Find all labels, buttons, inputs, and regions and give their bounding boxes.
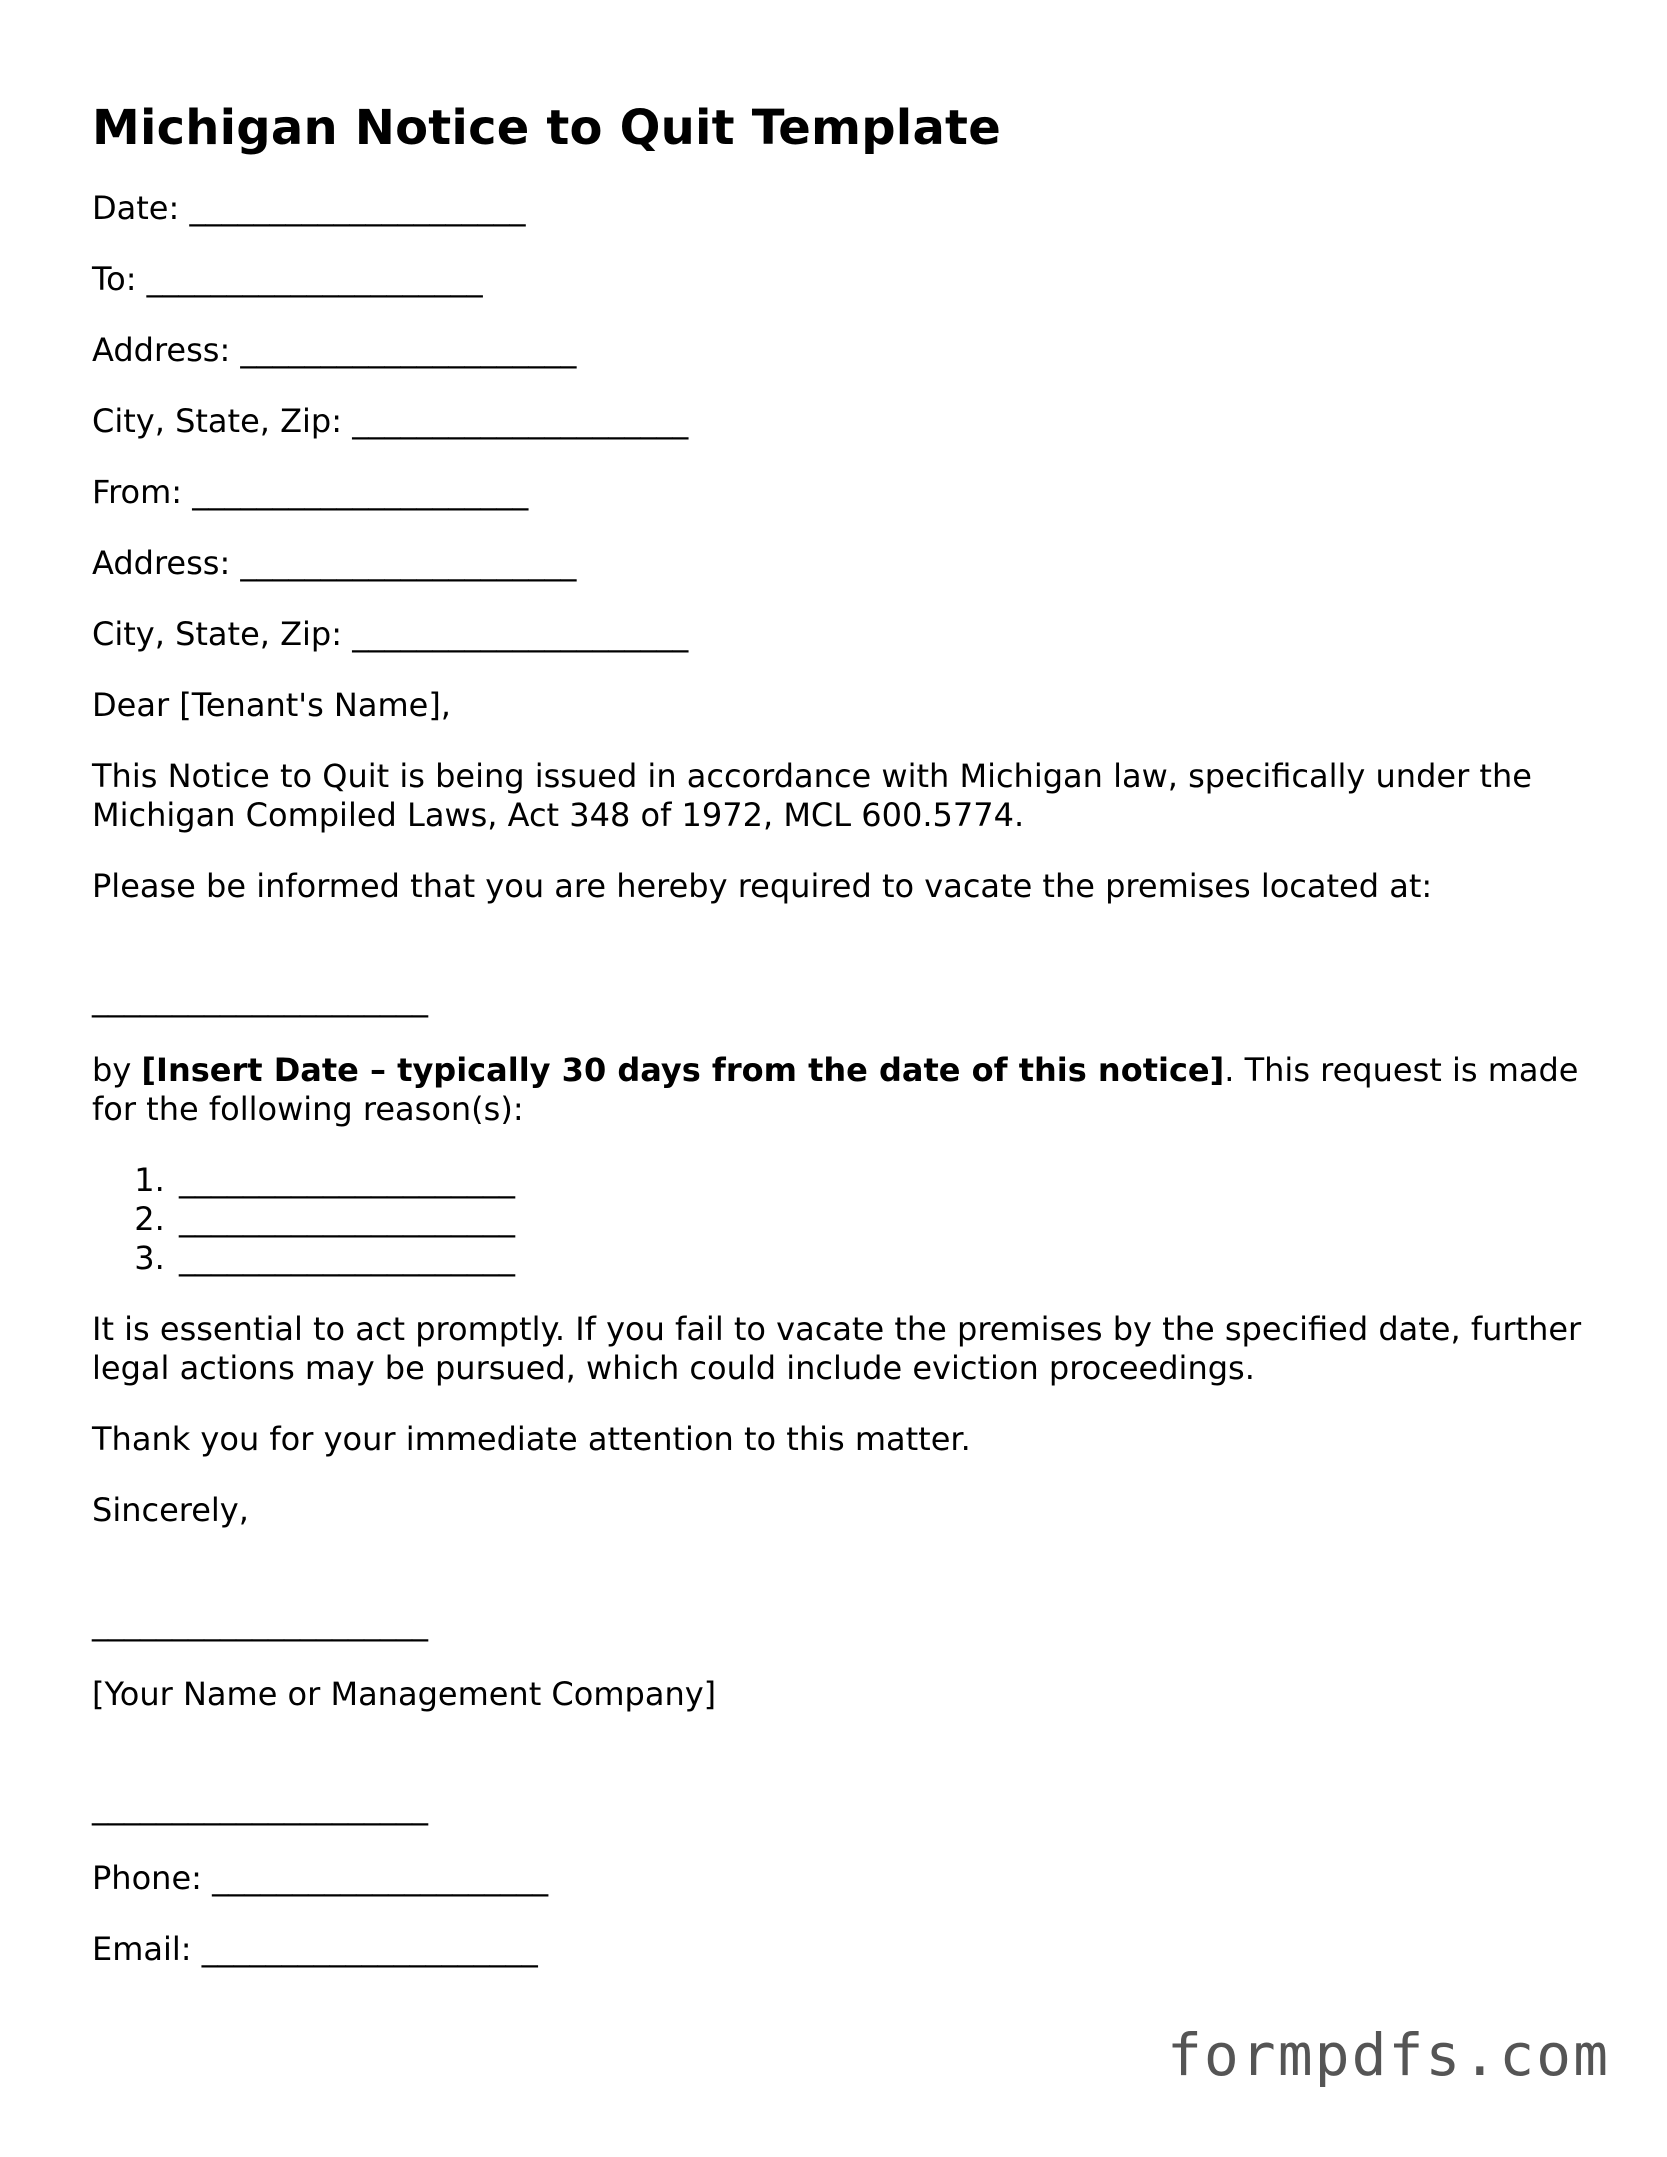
watermark: formpdfs.com xyxy=(1166,2021,1610,2089)
reason-item: 3. _____________________ xyxy=(175,1239,1592,1278)
from-field: From: _____________________ xyxy=(92,472,529,511)
title-blank: _____________________ xyxy=(92,1787,428,1826)
premises-blank: _____________________ xyxy=(92,979,428,1018)
warning-paragraph: It is essential to act promptly. If you fail to vacate the premises by the specified date, further legal actions may be pursued, which could include eviction proceedings. xyxy=(92,1309,1582,1387)
date-blank: _____________________ xyxy=(189,188,526,227)
reasons-list xyxy=(92,1161,1592,1278)
deadline-placeholder: [Insert Date – typically 30 days from the date of this notice] xyxy=(141,1050,1225,1089)
date-field: Date: _____________________ xyxy=(92,188,526,227)
phone-blank: _____________________ xyxy=(212,1858,549,1897)
thanks-paragraph: Thank you for your immediate attention to this matter. xyxy=(92,1419,971,1458)
salutation: Dear [Tenant's Name], xyxy=(92,685,451,724)
closing: Sincerely, xyxy=(92,1490,249,1529)
signer-name: [Your Name or Management Company] xyxy=(92,1674,717,1713)
to-blank: _____________________ xyxy=(146,259,483,298)
sender-city-field: City, State, Zip: _____________________ xyxy=(92,614,689,653)
recipient-city-blank: _____________________ xyxy=(352,401,689,440)
sender-address-field: Address: _____________________ xyxy=(92,543,577,582)
email-field: Email: _____________________ xyxy=(92,1929,538,1968)
recipient-city-field: City, State, Zip: _____________________ xyxy=(92,401,689,440)
to-field: To: _____________________ xyxy=(92,259,483,298)
deadline-paragraph: by [Insert Date – typically 30 days from the date of this notice]. This request is made for the following reason(s): xyxy=(92,1050,1579,1128)
vacate-paragraph: Please be informed that you are hereby required to vacate the premises located at: xyxy=(92,866,1433,905)
reason-item: 2. _____________________ xyxy=(175,1200,1592,1239)
document-page xyxy=(92,100,1592,2001)
page-title: Michigan Notice to Quit Template xyxy=(92,100,1001,156)
from-blank: _____________________ xyxy=(192,472,529,511)
recipient-address-blank: _____________________ xyxy=(240,330,577,369)
sender-city-blank: _____________________ xyxy=(352,614,689,653)
law-paragraph: This Notice to Quit is being issued in accordance with Michigan law, specifically under the Michigan Compiled Laws, Act 348 of 1972, MCL 600.5774. xyxy=(92,756,1532,834)
reason-item: 1. _____________________ xyxy=(175,1161,1592,1200)
signature-blank: _____________________ xyxy=(92,1603,428,1642)
phone-field: Phone: _____________________ xyxy=(92,1858,549,1897)
email-blank: _____________________ xyxy=(201,1929,538,1968)
sender-address-blank: _____________________ xyxy=(240,543,577,582)
recipient-address-field: Address: _____________________ xyxy=(92,330,577,369)
